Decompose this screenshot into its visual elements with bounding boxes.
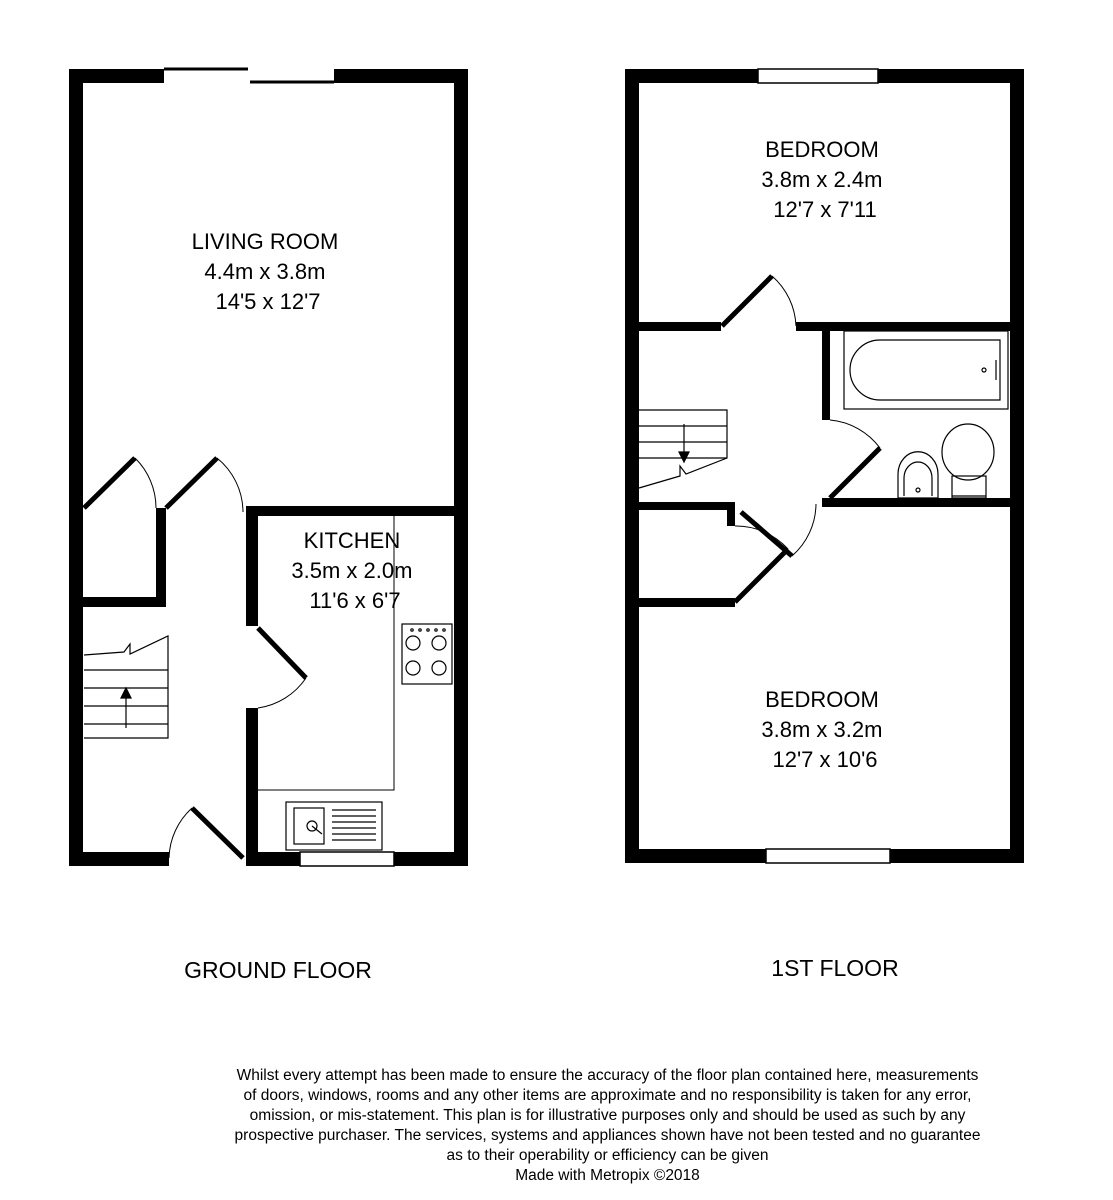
living-room-name: LIVING ROOM [191, 229, 339, 254]
bedroom-window-top [758, 69, 878, 83]
first-floor-plan [625, 69, 1024, 981]
disclaimer-line-3: omission, or mis-statement. This plan is for illustrative purposes only and should be used as such by any [249, 1107, 966, 1124]
ground-floor-label: GROUND FLOOR [184, 957, 372, 983]
living-room-label [192, 229, 345, 314]
first-stairs-icon [639, 410, 727, 488]
bedroom-2-label [761, 687, 888, 772]
living-room-imperial: 14'5 x 12'7 [215, 289, 321, 314]
bedroom-2-metric: 3.8m x 3.2m [761, 717, 883, 742]
bedroom-1-imperial: 12'7 x 7'11 [773, 197, 877, 222]
ground-floor-doors [84, 458, 306, 858]
disclaimer-line-1: Whilst every attempt has been made to ensure the accuracy of the floor plan contained here, measurements [236, 1067, 979, 1084]
bath-icon [844, 331, 1008, 409]
bedroom-window-bottom [766, 849, 890, 863]
kitchen-label [291, 528, 418, 613]
kitchen-metric: 3.5m x 2.0m [291, 558, 413, 583]
bedroom-1-label [761, 137, 888, 222]
basin-icon [898, 452, 938, 498]
ground-stairs-icon [84, 636, 168, 738]
patio-door [164, 69, 334, 82]
kitchen-name: KITCHEN [303, 528, 401, 553]
disclaimer-line-2: of doors, windows, rooms and any other items are approximate and no responsibility is taken for any error, [243, 1087, 972, 1104]
kitchen-imperial: 11'6 x 6'7 [309, 588, 401, 613]
bedroom-1-name: BEDROOM [765, 137, 879, 162]
disclaimer-line-4: prospective purchaser. The services, systems and appliances shown have not been tested and no guarantee [234, 1127, 981, 1144]
bedroom-1-metric: 3.8m x 2.4m [761, 167, 883, 192]
kitchen-window [300, 852, 394, 866]
disclaimer [140, 1066, 1075, 1186]
metropix-credit: Made with Metropix ©2018 [515, 1167, 700, 1184]
toilet-icon [942, 424, 994, 498]
first-floor-label: 1ST FLOOR [771, 955, 899, 981]
ground-floor-plan [69, 69, 468, 983]
living-room-metric: 4.4m x 3.8m [204, 259, 326, 284]
bedroom-2-imperial: 12'7 x 10'6 [772, 747, 878, 772]
sink-icon [286, 802, 382, 850]
disclaimer-line-5: as to their operability or efficiency can be given [446, 1147, 769, 1164]
hob-icon [402, 624, 452, 684]
bedroom-2-name: BEDROOM [765, 687, 879, 712]
